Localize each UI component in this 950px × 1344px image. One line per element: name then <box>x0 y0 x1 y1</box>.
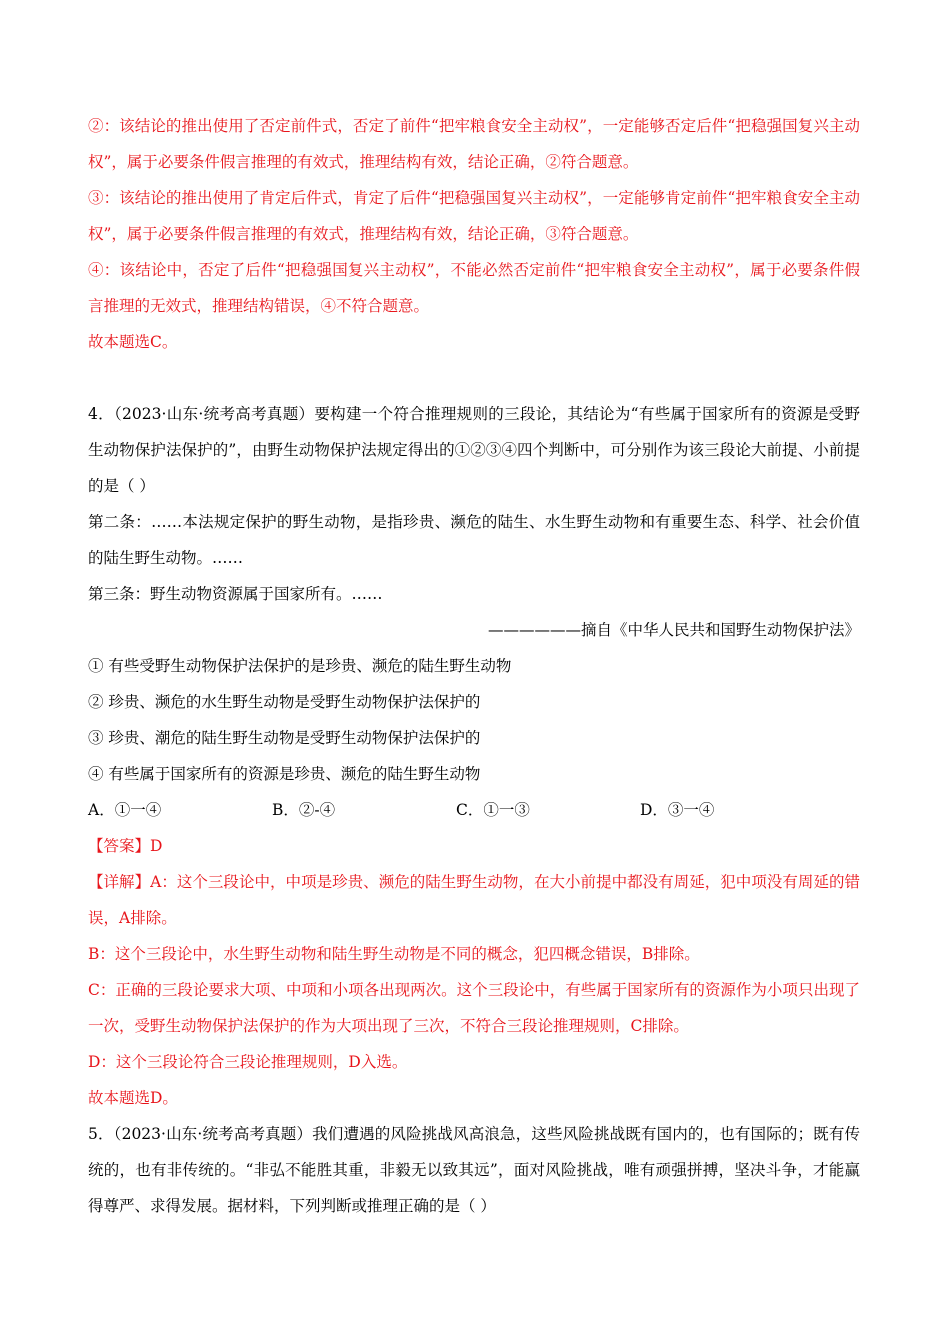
q4-detail-a: 【详解】A：这个三段论中，中项是珍贵、濒危的陆生野生动物，在大小前提中都没有周延，犯中项没有周延的错误，A排除。 <box>88 873 860 927</box>
q4-answer: 【答案】D <box>88 837 163 855</box>
analysis-item-4: ④：该结论中，否定了后件“把稳强国复兴主动权”，不能必然否定前件“把牢粮食安全主动权”，属于必要条件假言推理的无效式，推理结构错误，④不符合题意。 <box>88 261 860 315</box>
q4-option-c: C．①一③ <box>456 801 530 819</box>
q4-statement-2: ② 珍贵、濒危的水生野生动物是受野生动物保护法保护的 <box>88 693 481 711</box>
q4-detail-b: B：这个三段论中，水生野生动物和陆生野生动物是不同的概念，犯四概念错误，B排除。 <box>88 945 700 963</box>
q4-options <box>88 792 860 828</box>
q4-option-b: B．②-④ <box>272 801 336 819</box>
analysis-item-2: ②：该结论的推出使用了否定前件式，否定了前件“把牢粮食安全主动权”，一定能够否定后件“把稳强国复兴主动权”，属于必要条件假言推理的有效式，推理结构有效，结论正确，②符合题意。 <box>88 117 860 171</box>
q4-article-3: 第三条：野生动物资源属于国家所有。…… <box>88 585 383 603</box>
q4-detail-c: C：正确的三段论要求大项、中项和小项各出现两次。这个三段论中，有些属于国家所有的资源作为小项只出现了一次，受野生动物保护法保护的作为大项出现了三次，不符合三段论推理规则，C排除。 <box>88 981 860 1035</box>
section-spacer <box>88 360 860 396</box>
document-page <box>88 108 860 1224</box>
q4-conclusion: 故本题选D。 <box>88 1089 178 1107</box>
q4-statement-1: ① 有些受野生动物保护法保护的是珍贵、濒危的陆生野生动物 <box>88 657 512 675</box>
q4-source: ——————摘自《中华人民共和国野生动物保护法》 <box>487 621 860 639</box>
q4-article-2: 第二条：……本法规定保护的野生动物，是指珍贵、濒危的陆生、水生野生动物和有重要生态、科学、社会价值的陆生野生动物。…… <box>88 513 860 567</box>
q4-stem: 4．（2023·山东·统考高考真题）要构建一个符合推理规则的三段论，其结论为“有些属于国家所有的资源是受野生动物保护法保护的”，由野生动物保护法规定得出的①②③④四个判断中，可分别作为该三段论大前提、小前提的是（ ） <box>88 405 860 495</box>
q3-conclusion: 故本题选C。 <box>88 333 178 351</box>
q5-stem: 5．（2023·山东·统考高考真题）我们遭遇的风险挑战风高浪急，这些风险挑战既有国内的，也有国际的；既有传统的，也有非传统的。“非弘不能胜其重，非毅无以致其远”，面对风险挑战，唯有顽强拼搏，坚决斗争，才能赢得尊严、求得发展。据材料，下列判断或推理正确的是（ ） <box>88 1125 860 1215</box>
q4-detail-d: D：这个三段论符合三段论推理规则，D入选。 <box>88 1053 408 1071</box>
q4-statement-3: ③ 珍贵、潮危的陆生野生动物是受野生动物保护法保护的 <box>88 729 481 747</box>
q4-option-d: D．③一④ <box>640 801 715 819</box>
q4-statement-4: ④ 有些属于国家所有的资源是珍贵、濒危的陆生野生动物 <box>88 765 481 783</box>
analysis-item-3: ③：该结论的推出使用了肯定后件式，肯定了后件“把稳强国复兴主动权”，一定能够肯定前件“把牢粮食安全主动权”，属于必要条件假言推理的有效式，推理结构有效，结论正确，③符合题意。 <box>88 189 860 243</box>
q4-option-a: A．①一④ <box>88 801 162 819</box>
